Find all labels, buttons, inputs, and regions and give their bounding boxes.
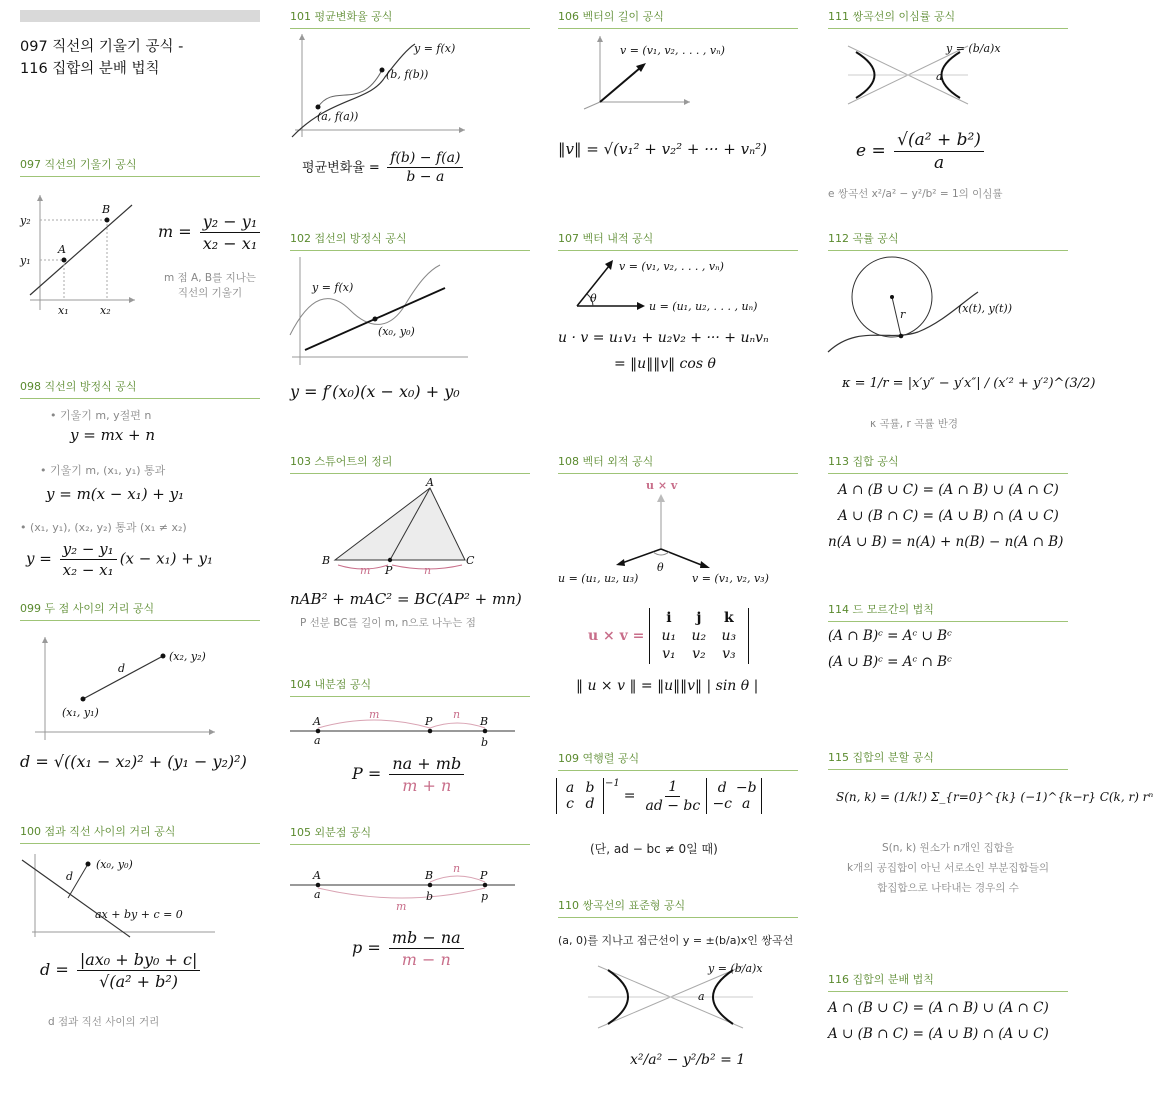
label-y2: y₂ [20,214,31,227]
label-asymptote: y = (b/a)x [708,962,763,975]
formula-den: x₂ − x₁ [62,561,114,579]
formula-lhs: p = [352,938,381,957]
label-lower-p: p [481,890,489,903]
formula-fraction [894,130,984,173]
point-b [105,218,110,223]
vector-length-formula: ‖v‖ = √(v₁² + v₂² + ··· + vₙ²) [558,140,768,158]
formula-fraction [200,212,260,253]
section-title: 108 벡터 외적 공식 [558,453,798,474]
point-a [62,258,67,263]
determinant [649,608,749,664]
label-point: (x(t), y(t)) [958,302,1013,315]
stewart-diagram [320,478,490,578]
mean-rate-diagram [290,32,470,142]
formula-den: √(a² + b²) [99,972,179,991]
line-formula-3 [26,540,213,579]
section-116 [828,971,1068,992]
formula-fraction [60,540,117,579]
cross-product-magnitude: ‖ u × v ‖ = ‖u‖‖v‖ | sin θ | [576,678,759,694]
formula-num: mb − na [389,928,464,949]
label-b: B [322,554,331,567]
det-cell: u₃ [721,628,737,644]
label-lower-a: a [314,888,321,901]
label-b: (b, f(b)) [386,68,429,81]
matrix-cell: −c [712,796,733,812]
formula-fraction [387,150,463,185]
hyperbola-formula: x²/a² − y²/b² = 1 [630,1052,746,1068]
matrix-cell: −b [735,780,757,796]
formula-lhs: P = [352,764,382,783]
section-097 [20,156,260,177]
label-p2: (x₂, y₂) [169,650,206,663]
label-curve: y = f(x) [414,42,456,55]
eccentricity-note: e 쌍곡선 x²/a² − y²/b² = 1의 이심률 [828,188,1003,200]
exponent: −1 [605,778,620,789]
section-title: 107 벡터 내적 공식 [558,230,798,251]
section-title: 113 집합 공식 [828,453,1068,474]
external-division-diagram [290,858,520,914]
stewart-note: P 선분 BC를 길이 m, n으로 나누는 점 [300,617,476,629]
section-114 [828,601,1068,622]
det-cell: u₂ [691,628,707,644]
section-113 [828,453,1068,474]
slope-line [30,205,132,295]
distributive-2: A ∪ (B ∩ C) = (A ∪ B) ∩ (A ∪ C) [828,1026,1049,1042]
section-title: 112 곡률 공식 [828,230,1068,251]
set-formula-2: A ∪ (B ∩ C) = (A ∪ B) ∩ (A ∪ C) [838,508,1059,524]
label-lower-b: b [481,736,489,749]
formula-rhs: (x − x₁) + y₁ [119,549,214,568]
matrix-cell: c [566,796,574,812]
bullet-3: • (x₁, y₁), (x₂, y₂) 통과 (x₁ ≠ x₂) [20,521,187,534]
slope-diagram [20,190,140,320]
stewart-formula: nAB² + mAC² = BC(AP² + mn) [290,590,522,608]
section-title: 111 쌍곡선의 이심률 공식 [828,8,1068,29]
hyperbola-desc: (a, 0)를 지나고 점근선이 y = ±(b/a)x인 쌍곡선 [558,934,794,947]
bullet-2: • 기울기 m, (x₁, y₁) 통과 [40,464,166,477]
matrix-cell: b [585,780,595,796]
section-104 [290,676,530,697]
label-asymptote: y = (b/a)x [946,42,1001,55]
label-d: d [118,662,126,675]
det-lhs: u × v = [588,628,645,644]
distributive-1: A ∩ (B ∪ C) = (A ∩ B) ∪ (A ∩ C) [828,1000,1049,1016]
section-title: 102 접선의 방정식 공식 [290,230,530,251]
section-title: 099 두 점 사이의 거리 공식 [20,600,260,621]
inverse-matrix-formula: a b c d $^{-1}$ = $\frac{1}{ad - bc}$ d −b −c a [556,778,762,814]
note-line1: S(n, k) 원소가 n개인 집합을 [881,842,1015,854]
stirling-note [828,838,1068,898]
section-title: 097 직선의 기울기 공식 [20,156,260,177]
formula-lhs: m = [158,222,192,241]
tangent-diagram [290,255,470,365]
frac-den: ad − bc [645,797,701,814]
formula-den: x₂ − x₁ [202,234,258,253]
label-p: P [385,564,393,577]
label-a: (a, f(a)) [317,110,359,123]
section-102 [290,230,530,251]
label-u: u = (u₁, u₂, . . . , uₙ) [649,300,758,313]
label-b: B [102,203,111,216]
dot-product-formula-2: = ‖u‖‖v‖ cos θ [614,356,716,372]
section-title: 104 내분점 공식 [290,676,530,697]
section-title: 098 직선의 방정식 공식 [20,378,260,399]
hyperbola-diagram [588,958,763,1038]
note-line2: k개의 공집합이 아닌 서로소인 부분집합들의 [846,862,1049,874]
dot-product-formula-1: u · v = u₁v₁ + u₂v₂ + ··· + uₙvₙ [558,330,769,346]
page-title [20,36,183,80]
line-formula-2: y = m(x − x₁) + y₁ [46,485,185,503]
point-line-diagram [20,852,220,942]
section-title: 109 역행렬 공식 [558,750,798,771]
label-d: d [66,870,74,883]
demorgan-1: (A ∩ B)ᶜ = Aᶜ ∪ Bᶜ [828,628,952,644]
bullet-1: • 기울기 m, y절편 n [50,409,152,422]
label-r: r [900,308,906,321]
label-line: ax + by + c = 0 [95,908,183,921]
matrix-cell: d [585,796,595,812]
section-112 [828,230,1068,251]
eccentricity-formula [856,130,987,173]
formula-num: y₂ − y₁ [60,540,117,560]
label-y1: y₁ [20,254,31,267]
label-a: a [936,70,943,83]
section-title: 101 평균변화율 공식 [290,8,530,29]
label-a: A [313,869,321,882]
label-a: A [58,243,66,256]
cross-product-diagram [558,474,788,584]
section-title: 110 쌍곡선의 표준형 공식 [558,897,798,918]
label-n: n [424,564,432,577]
label-v: v = (v₁, v₂, . . . , vₙ) [619,260,724,273]
label-b: B [480,715,489,728]
label-a: A [426,476,434,489]
stirling-formula: S(n, k) = (1/k!) Σ_{r=0}^{k} (−1)^{k−r} C(k, r) rⁿ [836,790,1153,804]
label-m: m [360,564,371,577]
section-098 [20,378,260,399]
label-lower-a: a [314,734,321,747]
formula-lhs: y = [26,549,52,568]
matrix-cell: a [742,796,751,812]
page-title-line1: 097 직선의 기울기 공식 - [20,39,184,55]
distance-diagram [20,632,220,742]
section-title: 105 외분점 공식 [290,824,530,845]
line-formula-1: y = mx + n [70,426,156,444]
section-108 [558,453,798,474]
curvature-diagram [828,252,1048,362]
set-formula-3: n(A ∪ B) = n(A) + n(B) − n(A ∩ B) [828,534,1064,550]
section-title: 114 드 모르간의 법칙 [828,601,1068,622]
label-p: P [425,715,433,728]
section-title: 100 점과 직선 사이의 거리 공식 [20,823,260,844]
label-p: P [480,869,488,882]
label-p1: (x₁, y₁) [62,706,99,719]
label-point: (x₀, y₀) [96,858,133,871]
section-101 [290,8,530,29]
section-title: 103 스튜어트의 정리 [290,453,530,474]
section-103 [290,453,530,474]
section-title: 116 집합의 분배 법칙 [828,971,1068,992]
section-100 [20,823,260,844]
det-cell: j [696,610,702,626]
section-106 [558,8,798,29]
matrix-right [706,778,762,814]
slope-note [140,270,280,300]
formula-num: √(a² + b²) [894,130,984,152]
formula-den: b − a [406,169,445,185]
point-line-note: d 점과 직선 사이의 거리 [48,1016,160,1028]
formula-den: a [933,153,945,173]
label-x2: x₂ [100,304,111,317]
note-line3: 합집합으로 나타내는 경우의 수 [877,882,1019,894]
internal-division-diagram [290,706,520,750]
vector-length-diagram [580,34,770,114]
formula-fraction [77,950,201,991]
formula-den: m + n [402,776,452,795]
internal-division-formula [352,754,467,795]
section-115 [828,749,1068,770]
mean-rate-formula [302,150,466,185]
frac-num: 1 [665,779,680,797]
page-title-line2: 116 집합의 분배 법칙 [20,61,160,77]
inverse-fraction [642,779,703,814]
formula-num: f(b) − f(a) [387,150,463,168]
external-division-formula [352,928,467,969]
formula-num: y₂ − y₁ [200,212,260,233]
section-105 [290,824,530,845]
formula-num: |ax₀ + by₀ + c| [77,950,201,971]
label-a: A [313,715,321,728]
cross-product-det [588,608,749,664]
formula-den: m − n [401,950,451,969]
formula-fraction [389,928,464,969]
label-theta: θ [590,292,597,305]
label-m: m [369,708,380,721]
matrix-cell: d [717,780,727,796]
section-109 [558,750,798,771]
label-v: v = (v₁, v₂, v₃) [692,572,769,585]
slope-formula [158,212,263,253]
curvature-note: κ 곡률, r 곡률 반경 [870,418,959,430]
formula-num: na + mb [389,754,464,775]
matrix-left [556,778,604,814]
formula-fraction [389,754,464,795]
tangent-formula: y = f′(x₀)(x − x₀) + y₀ [290,382,460,401]
label-c: C [466,554,475,567]
note-line2: 직선의 기울기 [177,287,243,299]
formula-lhs: 평균변화율 = [302,160,380,176]
label-n: n [453,708,461,721]
label-m: m [396,900,407,913]
label-a: a [698,990,705,1003]
label-theta: θ [657,561,664,574]
det-cell: v₁ [662,646,676,662]
det-cell: u₁ [661,628,677,644]
label-u: u = (u₁, u₂, u₃) [558,572,639,585]
demorgan-2: (A ∪ B)ᶜ = Aᶜ ∩ Bᶜ [828,654,952,670]
point-line-formula [40,950,203,991]
label-b: B [425,869,434,882]
section-title: 115 집합의 분할 공식 [828,749,1068,770]
distance-formula: d = √((x₁ − x₂)² + (y₁ − y₂)²) [20,752,247,771]
dot-product-diagram [575,254,785,316]
label-curve: y = f(x) [312,281,354,294]
section-110 [558,897,798,918]
det-cell: k [724,610,734,626]
formula-lhs: e = [856,141,886,161]
label-uxv: u × v [646,479,678,492]
section-107 [558,230,798,251]
label-x1: x₁ [58,304,69,317]
label-point: (x₀, y₀) [378,325,415,338]
label-v: v = (v₁, v₂, . . . , vₙ) [620,44,725,57]
set-formula-1: A ∩ (B ∪ C) = (A ∩ B) ∪ (A ∩ C) [838,482,1059,498]
matrix-cell: a [565,780,575,796]
curvature-formula: κ = 1/r = |x′y″ − y′x″| / (x′² + y′²)^(3/2) [842,376,1096,391]
det-cell: i [666,610,672,626]
det-cell: v₂ [692,646,706,662]
formula-lhs: d = [40,960,69,979]
eccentricity-diagram [848,34,1048,124]
section-title: 106 벡터의 길이 공식 [558,8,798,29]
section-111 [828,8,1068,29]
det-cell: v₃ [722,646,736,662]
inverse-note: (단, ad − bc ≠ 0일 때) [590,842,718,856]
note-line1: m 점 A, B를 지나는 [163,272,257,284]
label-n: n [453,862,461,875]
label-lower-b: b [426,890,434,903]
header-bar [20,10,260,22]
section-099 [20,600,260,621]
